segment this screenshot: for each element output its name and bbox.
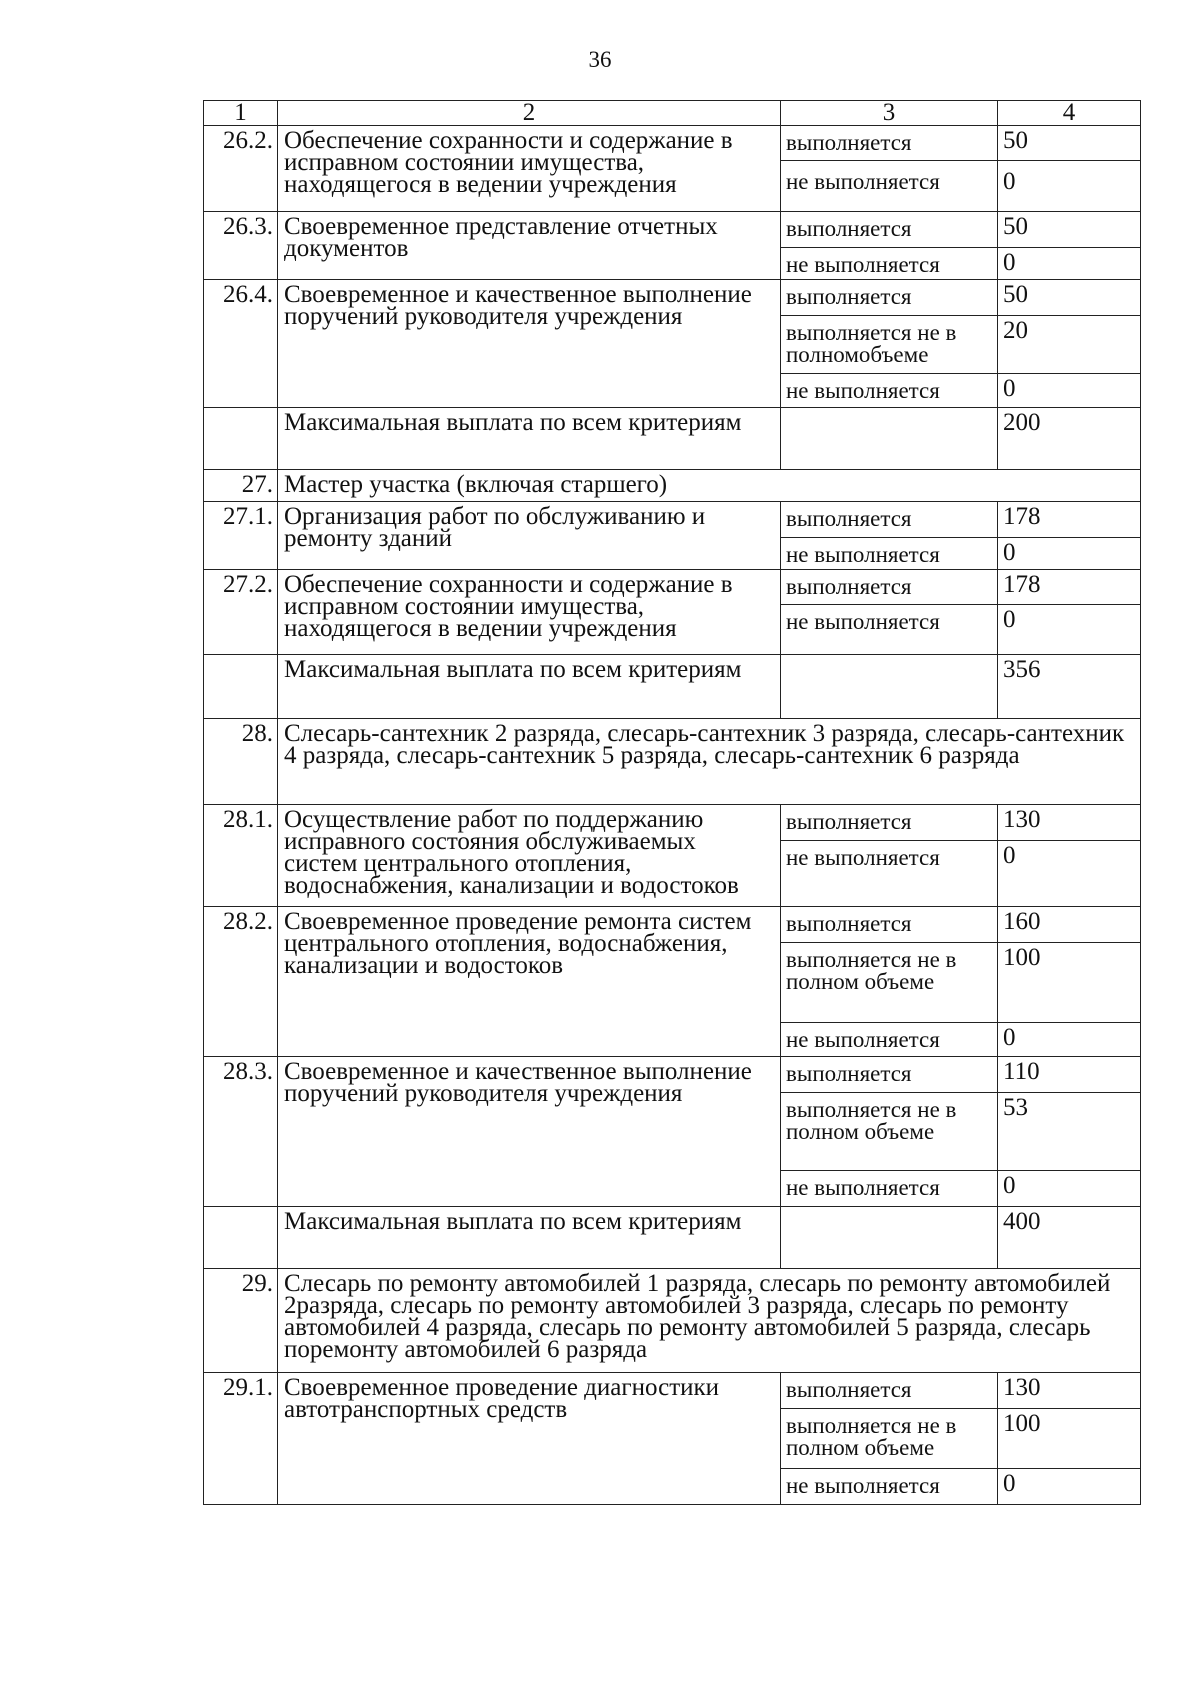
table-row — [204, 1373, 1141, 1409]
points-cell: 0 — [998, 841, 1141, 907]
group-title: Слесарь по ремонту автомобилей 1 разряда, слесарь по ремонту автомобилей 2разряда, слесарь по ремонту автомобилей 3 разряда, слесарь по ремонту автомобилей 4 разряда, слесарь по ремонту автомобилей 5 разряда, слесарь поремонту автомобилей 6 разряда — [278, 1269, 1141, 1373]
status-cell: выполняется — [781, 280, 998, 316]
points-cell: 0 — [998, 538, 1141, 570]
row-number: 27. — [204, 470, 278, 502]
row-number: 28.2. — [204, 907, 278, 1057]
row-number: 29. — [204, 1269, 278, 1373]
table-row — [204, 1057, 1141, 1093]
points-cell: 53 — [998, 1093, 1141, 1171]
max-payment-label: Максимальная выплата по всем критериям — [278, 1207, 781, 1269]
row-number: 28. — [204, 719, 278, 805]
row-number: 28.3. — [204, 1057, 278, 1207]
criterion-text: Своевременное проведение ремонта систем центрального отопления, водоснабжения, канализации и водостоков — [278, 907, 781, 1057]
header-row — [204, 101, 1141, 126]
criterion-text: Организация работ по обслуживанию и ремонту зданий — [278, 502, 781, 570]
status-cell: выполняется — [781, 570, 998, 605]
group-row — [204, 470, 1141, 502]
status-cell: выполняется — [781, 502, 998, 538]
criterion-text: Своевременное представление отчетных документов — [278, 212, 781, 280]
table-row — [204, 126, 1141, 161]
status-cell: выполняется не в полном объеме — [781, 943, 998, 1023]
status-cell: выполняется не в полном объеме — [781, 1093, 998, 1171]
max-payment-label: Максимальная выплата по всем критериям — [278, 408, 781, 470]
row-number: 27.1. — [204, 502, 278, 570]
max-payment-label: Максимальная выплата по всем критериям — [278, 655, 781, 719]
criterion-text: Своевременное и качественное выполнение поручений руководителя учреждения — [278, 1057, 781, 1207]
empty-cell — [204, 655, 278, 719]
header-col-4: 4 — [998, 101, 1141, 126]
criterion-text: Обеспечение сохранности и содержание в исправном состоянии имущества, находящегося в ведении учреждения — [278, 570, 781, 655]
row-number: 27.2. — [204, 570, 278, 655]
points-cell: 0 — [998, 161, 1141, 212]
status-cell: не выполняется — [781, 161, 998, 212]
row-number: 29.1. — [204, 1373, 278, 1505]
points-cell: 110 — [998, 1057, 1141, 1093]
max-payment-value: 356 — [998, 655, 1141, 719]
points-cell: 0 — [998, 248, 1141, 280]
table-row — [204, 570, 1141, 605]
points-cell: 20 — [998, 316, 1141, 374]
empty-cell — [781, 655, 998, 719]
points-cell: 130 — [998, 805, 1141, 841]
points-cell: 178 — [998, 502, 1141, 538]
empty-cell — [204, 1207, 278, 1269]
row-number: 26.4. — [204, 280, 278, 408]
row-number: 26.2. — [204, 126, 278, 212]
status-cell: выполняется — [781, 1057, 998, 1093]
points-cell: 50 — [998, 280, 1141, 316]
criterion-text: Обеспечение сохранности и содержание в исправном состоянии имущества, находящегося в ведении учреждения — [278, 126, 781, 212]
empty-cell — [204, 408, 278, 470]
points-cell: 0 — [998, 1023, 1141, 1057]
status-cell: выполняется — [781, 212, 998, 248]
page-number: 36 — [588, 47, 612, 72]
table-row — [204, 212, 1141, 248]
status-cell: не выполняется — [781, 538, 998, 570]
max-payment-value: 400 — [998, 1207, 1141, 1269]
points-cell: 100 — [998, 943, 1141, 1023]
points-cell: 0 — [998, 605, 1141, 655]
table-row — [204, 655, 1141, 719]
row-number: 28.1. — [204, 805, 278, 907]
points-cell: 160 — [998, 907, 1141, 943]
status-cell: не выполняется — [781, 605, 998, 655]
table-row — [204, 907, 1141, 943]
row-number: 26.3. — [204, 212, 278, 280]
group-title: Мастер участка (включая старшего) — [278, 470, 1141, 502]
empty-cell — [781, 408, 998, 470]
points-cell: 50 — [998, 212, 1141, 248]
status-cell: выполняется — [781, 1373, 998, 1409]
status-cell: не выполняется — [781, 374, 998, 408]
table-row — [204, 1207, 1141, 1269]
status-cell: выполняется — [781, 126, 998, 161]
table-row — [204, 408, 1141, 470]
points-cell: 0 — [998, 374, 1141, 408]
status-cell: не выполняется — [781, 1023, 998, 1057]
criterion-text: Своевременное и качественное выполнение поручений руководителя учреждения — [278, 280, 781, 408]
criterion-text: Своевременное проведение диагностики автотранспортных средств — [278, 1373, 781, 1505]
status-cell: не выполняется — [781, 841, 998, 907]
group-row — [204, 1269, 1141, 1373]
points-cell: 130 — [998, 1373, 1141, 1409]
header-col-2: 2 — [278, 101, 781, 126]
status-cell: выполняется не в полномобъеме — [781, 316, 998, 374]
points-cell: 50 — [998, 126, 1141, 161]
points-cell: 178 — [998, 570, 1141, 605]
status-cell: не выполняется — [781, 248, 998, 280]
status-cell: выполняется — [781, 907, 998, 943]
table-row — [204, 805, 1141, 841]
criteria-table — [203, 100, 1141, 1505]
criterion-text: Осуществление работ по поддержанию исправного состояния обслуживаемых систем центрального отопления, водоснабжения, канализации и водостоков — [278, 805, 781, 907]
status-cell: не выполняется — [781, 1469, 998, 1505]
status-cell: выполняется не в полном объеме — [781, 1409, 998, 1469]
max-payment-value: 200 — [998, 408, 1141, 470]
header-col-3: 3 — [781, 101, 998, 126]
group-title: Слесарь-сантехник 2 разряда, слесарь-сантехник 3 разряда, слесарь-сантехник 4 разряда, слесарь-сантехник 5 разряда, слесарь-сантехник 6 разряда — [278, 719, 1141, 805]
points-cell: 0 — [998, 1469, 1141, 1505]
table-row — [204, 502, 1141, 538]
empty-cell — [781, 1207, 998, 1269]
points-cell: 100 — [998, 1409, 1141, 1469]
status-cell: выполняется — [781, 805, 998, 841]
table-row — [204, 280, 1141, 316]
status-cell: не выполняется — [781, 1171, 998, 1207]
points-cell: 0 — [998, 1171, 1141, 1207]
group-row — [204, 719, 1141, 805]
header-col-1: 1 — [204, 101, 278, 126]
